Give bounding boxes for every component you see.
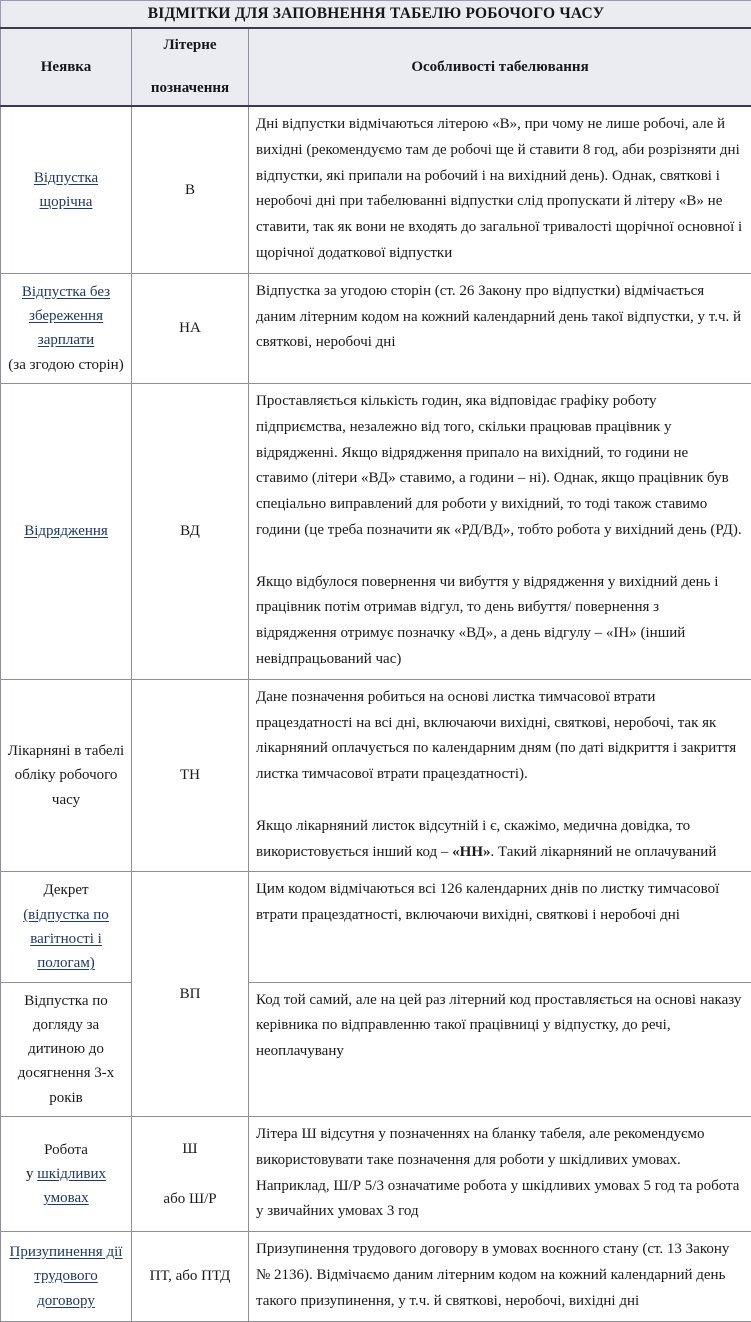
letter-code-likarniani: ТН	[132, 679, 249, 872]
column-header-letter-code	[132, 28, 249, 106]
absence-link[interactable]: шкідливих умовах	[37, 1166, 106, 1206]
inline-code-nn: «НН»	[452, 844, 490, 860]
details-paragraph: Якщо відбулося повернення чи вибуття у відрядження у вихідний день і працівник потім отримав відгул, то день вибуття/ повернення з відрядження отримує позначку «ВД», а день відгулу – «ІН» (інший невідпрацьований час)	[256, 570, 743, 673]
absence-name-vidpustka-bez-zberezhennia	[1, 273, 132, 383]
absence-name-note: (за згодою сторін)	[6, 353, 126, 377]
table-title-row	[1, 1, 751, 29]
absence-link[interactable]: (відпустка по вагітності і пологам)	[23, 907, 109, 972]
letter-code-line2: або Ш/Р	[163, 1187, 216, 1211]
letter-code-vidpustka-bez-zberezhennia: НА	[132, 273, 249, 383]
absence-name-title: Декрет	[6, 878, 126, 902]
absence-name-vidriadzhennia	[1, 384, 132, 680]
absence-link[interactable]: Відпустка без збереження зарплати	[22, 284, 110, 349]
absence-name-vidpustka-doglyad: Відпустка по догляду за дитиною до досягнення 3-х років	[1, 982, 132, 1116]
details-vidriadzhennia	[249, 384, 751, 680]
table-header-row	[1, 28, 751, 106]
table-row	[1, 1232, 751, 1321]
absence-link[interactable]: Призупинення дії трудового договору	[10, 1244, 123, 1309]
absence-link[interactable]: Відпустка щорічна	[34, 170, 98, 210]
page-title: ВІДМІТКИ ДЛЯ ЗАПОВНЕННЯ ТАБЕЛЮ РОБОЧОГО ЧАСУ	[7, 5, 745, 22]
details-paragraph: Цим кодом відмічаються всі 126 календарних днів по листку тимчасової втрати працездатності, включаючи вихідні, святкові і неробочі дні	[256, 877, 743, 929]
letter-code-vidriadzhennia: ВД	[132, 384, 249, 680]
absence-name-likarniani: Лікарняні в табелі обліку робочого часу	[1, 679, 132, 872]
letter-code-vidpustka-shchorichna: В	[132, 106, 249, 273]
absence-link[interactable]: Відрядження	[24, 523, 108, 539]
column-header-letter-code-line2: позначення	[136, 80, 244, 99]
details-paragraph: Відпустка за угодою сторін (ст. 26 Закону про відпустки) відмічається даним літерним кодом на кожний календарний день такої відпустки, у т.ч. й святкові, неробочі дні	[256, 279, 743, 356]
letter-code-robota-shkidlyvi	[132, 1117, 249, 1232]
details-paragraph: Дане позначення робиться на основі листка тимчасової втрати працездатності на всі дні, включаючи вихідні, святкові, неробочі, так як лікарняний оплачується по календарним дням (по даті відкриття і закриття листка тимчасової втрати працездатності).	[256, 685, 743, 788]
absence-name-prefix: у	[26, 1166, 37, 1182]
table-row	[1, 982, 751, 1116]
details-vidpustka-bez-zberezhennia	[249, 273, 751, 383]
details-paragraph: Літера Ш відсутня у позначеннях на бланку табеля, але рекомендуємо використовувати таке позначення для роботи у шкідливих умовах. Наприклад, Ш/Р 5/3 означатиме робота у шкідливих умовах 5 год та робота у звичайних умовах 3 год	[256, 1122, 743, 1225]
details-paragraph: Код той самий, але на цей раз літерний код проставляється на основі наказу керівника по відправленню такої працівниці у відпустку, до речі, неоплачувану	[256, 988, 743, 1065]
table-row	[1, 273, 751, 383]
table-row	[1, 679, 751, 872]
letter-code-pryzupynennia: ПТ, або ПТД	[132, 1232, 249, 1321]
column-header-letter-code-line1: Літерне	[136, 35, 244, 54]
absence-name-pryzupynennia	[1, 1232, 132, 1321]
letter-code-line1: Ш	[182, 1137, 197, 1161]
details-pryzupynennia	[249, 1232, 751, 1321]
absence-name-robota-shkidlyvi	[1, 1117, 132, 1232]
details-robota-shkidlyvi	[249, 1117, 751, 1232]
details-paragraph: Призупинення трудового договору в умовах воєнного стану (ст. 13 Закону № 2136). Відмічаємо даним літерним кодом на кожний календарний день такого призупинення, у т.ч. й святкові, неробочі, вихідні дні	[256, 1237, 743, 1314]
column-header-details: Особливості табелювання	[249, 28, 751, 106]
table-row	[1, 384, 751, 680]
details-dekret	[249, 872, 751, 982]
details-likarniani	[249, 679, 751, 872]
details-paragraph-with-code	[256, 814, 743, 866]
details-vidpustka-doglyad	[249, 982, 751, 1116]
table-row	[1, 106, 751, 273]
details-paragraph: Проставляється кількість годин, яка відповідає графіку роботу підприємства, незалежно від того, скільки працював працівник у відрядженні. Якщо відрядження припало на вихідний, то години не ставимо (літери «ВД» ставимо, а години – ні). Однак, якщо працівник був спеціально виправлений для роботи у вихідний, то тоді також ставимо години (це треба позначити як «РД/ВД», тобто робота у вихідний день (РД).	[256, 389, 743, 544]
table-row	[1, 1117, 751, 1232]
column-header-absence: Неявка	[1, 28, 132, 106]
details-vidpustka-shchorichna	[249, 106, 751, 273]
absence-name-dekret	[1, 872, 132, 982]
absence-name-vidpustka-shchorichna	[1, 106, 132, 273]
table-title-cell	[1, 1, 751, 29]
absence-name-title: Робота	[6, 1138, 126, 1162]
details-text-before: Якщо лікарняний листок відсутній і є, скажімо, медична довідка, то використовується інший код –	[256, 818, 690, 860]
table-row	[1, 872, 751, 982]
letter-code-vp: ВП	[132, 872, 249, 1117]
details-paragraph: Дні відпустки відмічаються літерою «В», при чому не лише робочі, але й вихідні (рекомендуємо там де робочі ще й ставити 8 год, аби розрізняти дні відпустки, які припали на робочий і на вихідний день). Однак, святкові і неробочі дні при табелюванні відпустки слід пропускати й літеру «В» не ставити, так як вони не входять до загальної тривалості щорічної основної і щорічної додаткової відпустки	[256, 112, 743, 267]
details-text-after: . Такий лікарняний не оплачуваний	[491, 844, 717, 860]
